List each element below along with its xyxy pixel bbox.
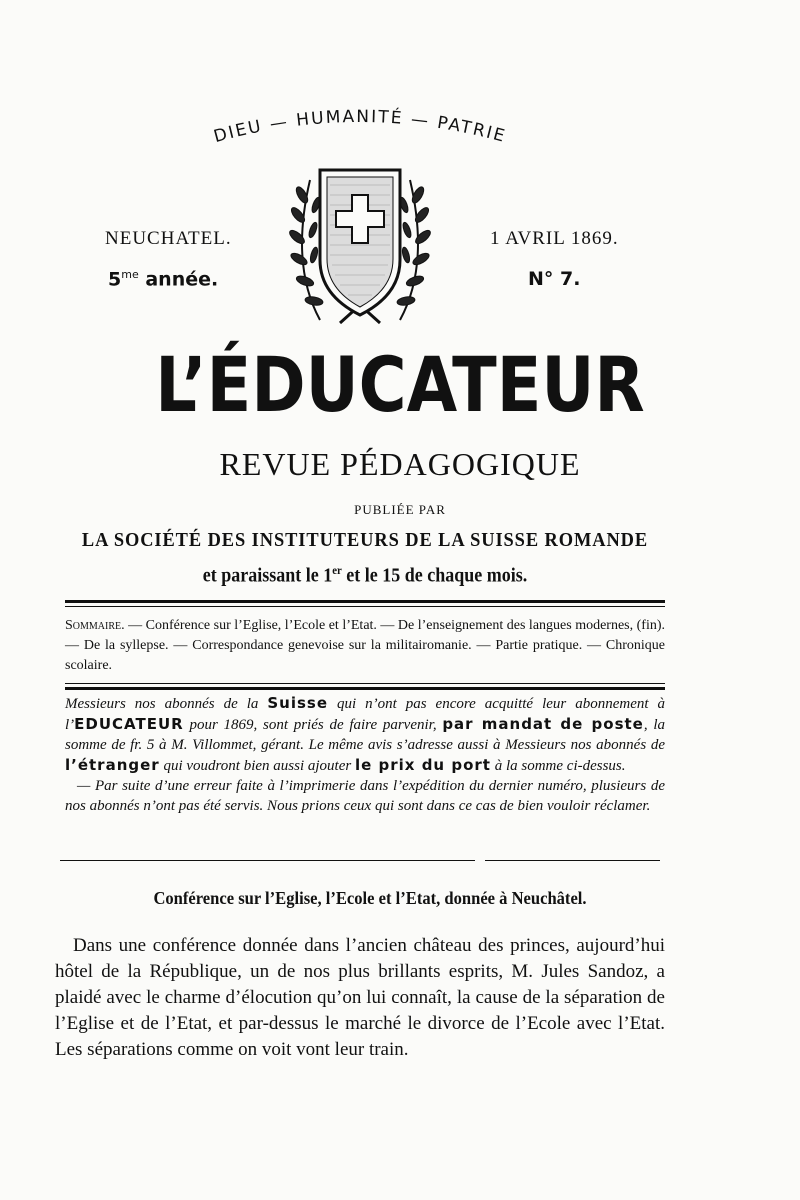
- motto-text: DIEU — HUMANITÉ — PATRIE: [211, 106, 509, 148]
- issue-number: N° 7.: [528, 268, 581, 290]
- society-name: LA SOCIÉTÉ DES INSTITUTEURS DE LA SUISSE ROMANDE: [81, 529, 649, 551]
- issue-date: 1 AVRIL 1869.: [490, 228, 619, 249]
- divider: [65, 687, 665, 690]
- published-by: PUBLIÉE PAR: [354, 502, 446, 517]
- laurel-left-icon: [288, 180, 324, 320]
- shield-icon: [320, 170, 400, 315]
- article-body: Dans une conférence donnée dans l’ancien château des princes, aujourd’hui hôtel de la République, un de nos plus brillants esprits, M. Jules Sandoz, a plaidé avec le charme d’élocution qu’on lui connaît, la cause de la séparation de l’Eglise et de l’Etat, et par-dessus le marché le divorce de l’Ecole avec l’Etat. Les séparations comme on voit vont leur train.: [55, 935, 665, 1060]
- summary-label: Sommaire.: [65, 618, 125, 633]
- laurel-right-icon: [396, 180, 432, 320]
- divider: [65, 683, 665, 684]
- swiss-shield-emblem: [280, 155, 440, 335]
- divider: [65, 606, 665, 607]
- subscriber-notice: Messieurs nos abonnés de la Suisse qui n’ont pas encore acquitté leur abonnement à l’EDUCATEUR pour 1869, sont priés de faire parvenir, par mandat de poste, la somme de fr. 5 à M. Villommet, gérant. Le même avis s’adresse aussi à Messieurs nos abonnés de l’étranger qui voudront bien aussi ajouter le prix du port à la somme ci-dessus. — Par suite d’une erreur faite à l’imprimerie dans l’expédition du dernier numéro, plusieurs de nos abonnés n’ont pas été servis. Nous prions ceux qui sont dans ce cas de bien vouloir réclamer.: [65, 694, 666, 814]
- summary: Sommaire. — Conférence sur l’Eglise, l’Ecole et l’Etat. — De l’enseignement des langues modernes, (fin). — De la syllepse. — Correspondance genevoise sur la militairomanie. — Partie pratique. — Chronique scolaire.: [65, 618, 665, 673]
- place-name: NEUCHATEL.: [105, 228, 232, 249]
- article-title: Conférence sur l’Eglise, l’Ecole et l’Etat, donnée à Neuchâtel.: [153, 888, 587, 908]
- divider: [485, 860, 660, 861]
- subtitle: REVUE PÉDAGOGIQUE: [219, 446, 581, 482]
- publication-frequency: et paraissant le 1er et le 15 de chaque mois.: [202, 563, 528, 587]
- divider: [60, 860, 475, 861]
- divider: [65, 600, 665, 603]
- page-title: L’ÉDUCATEUR: [155, 340, 645, 429]
- year-label: $5^{me}$ année.: [108, 268, 219, 291]
